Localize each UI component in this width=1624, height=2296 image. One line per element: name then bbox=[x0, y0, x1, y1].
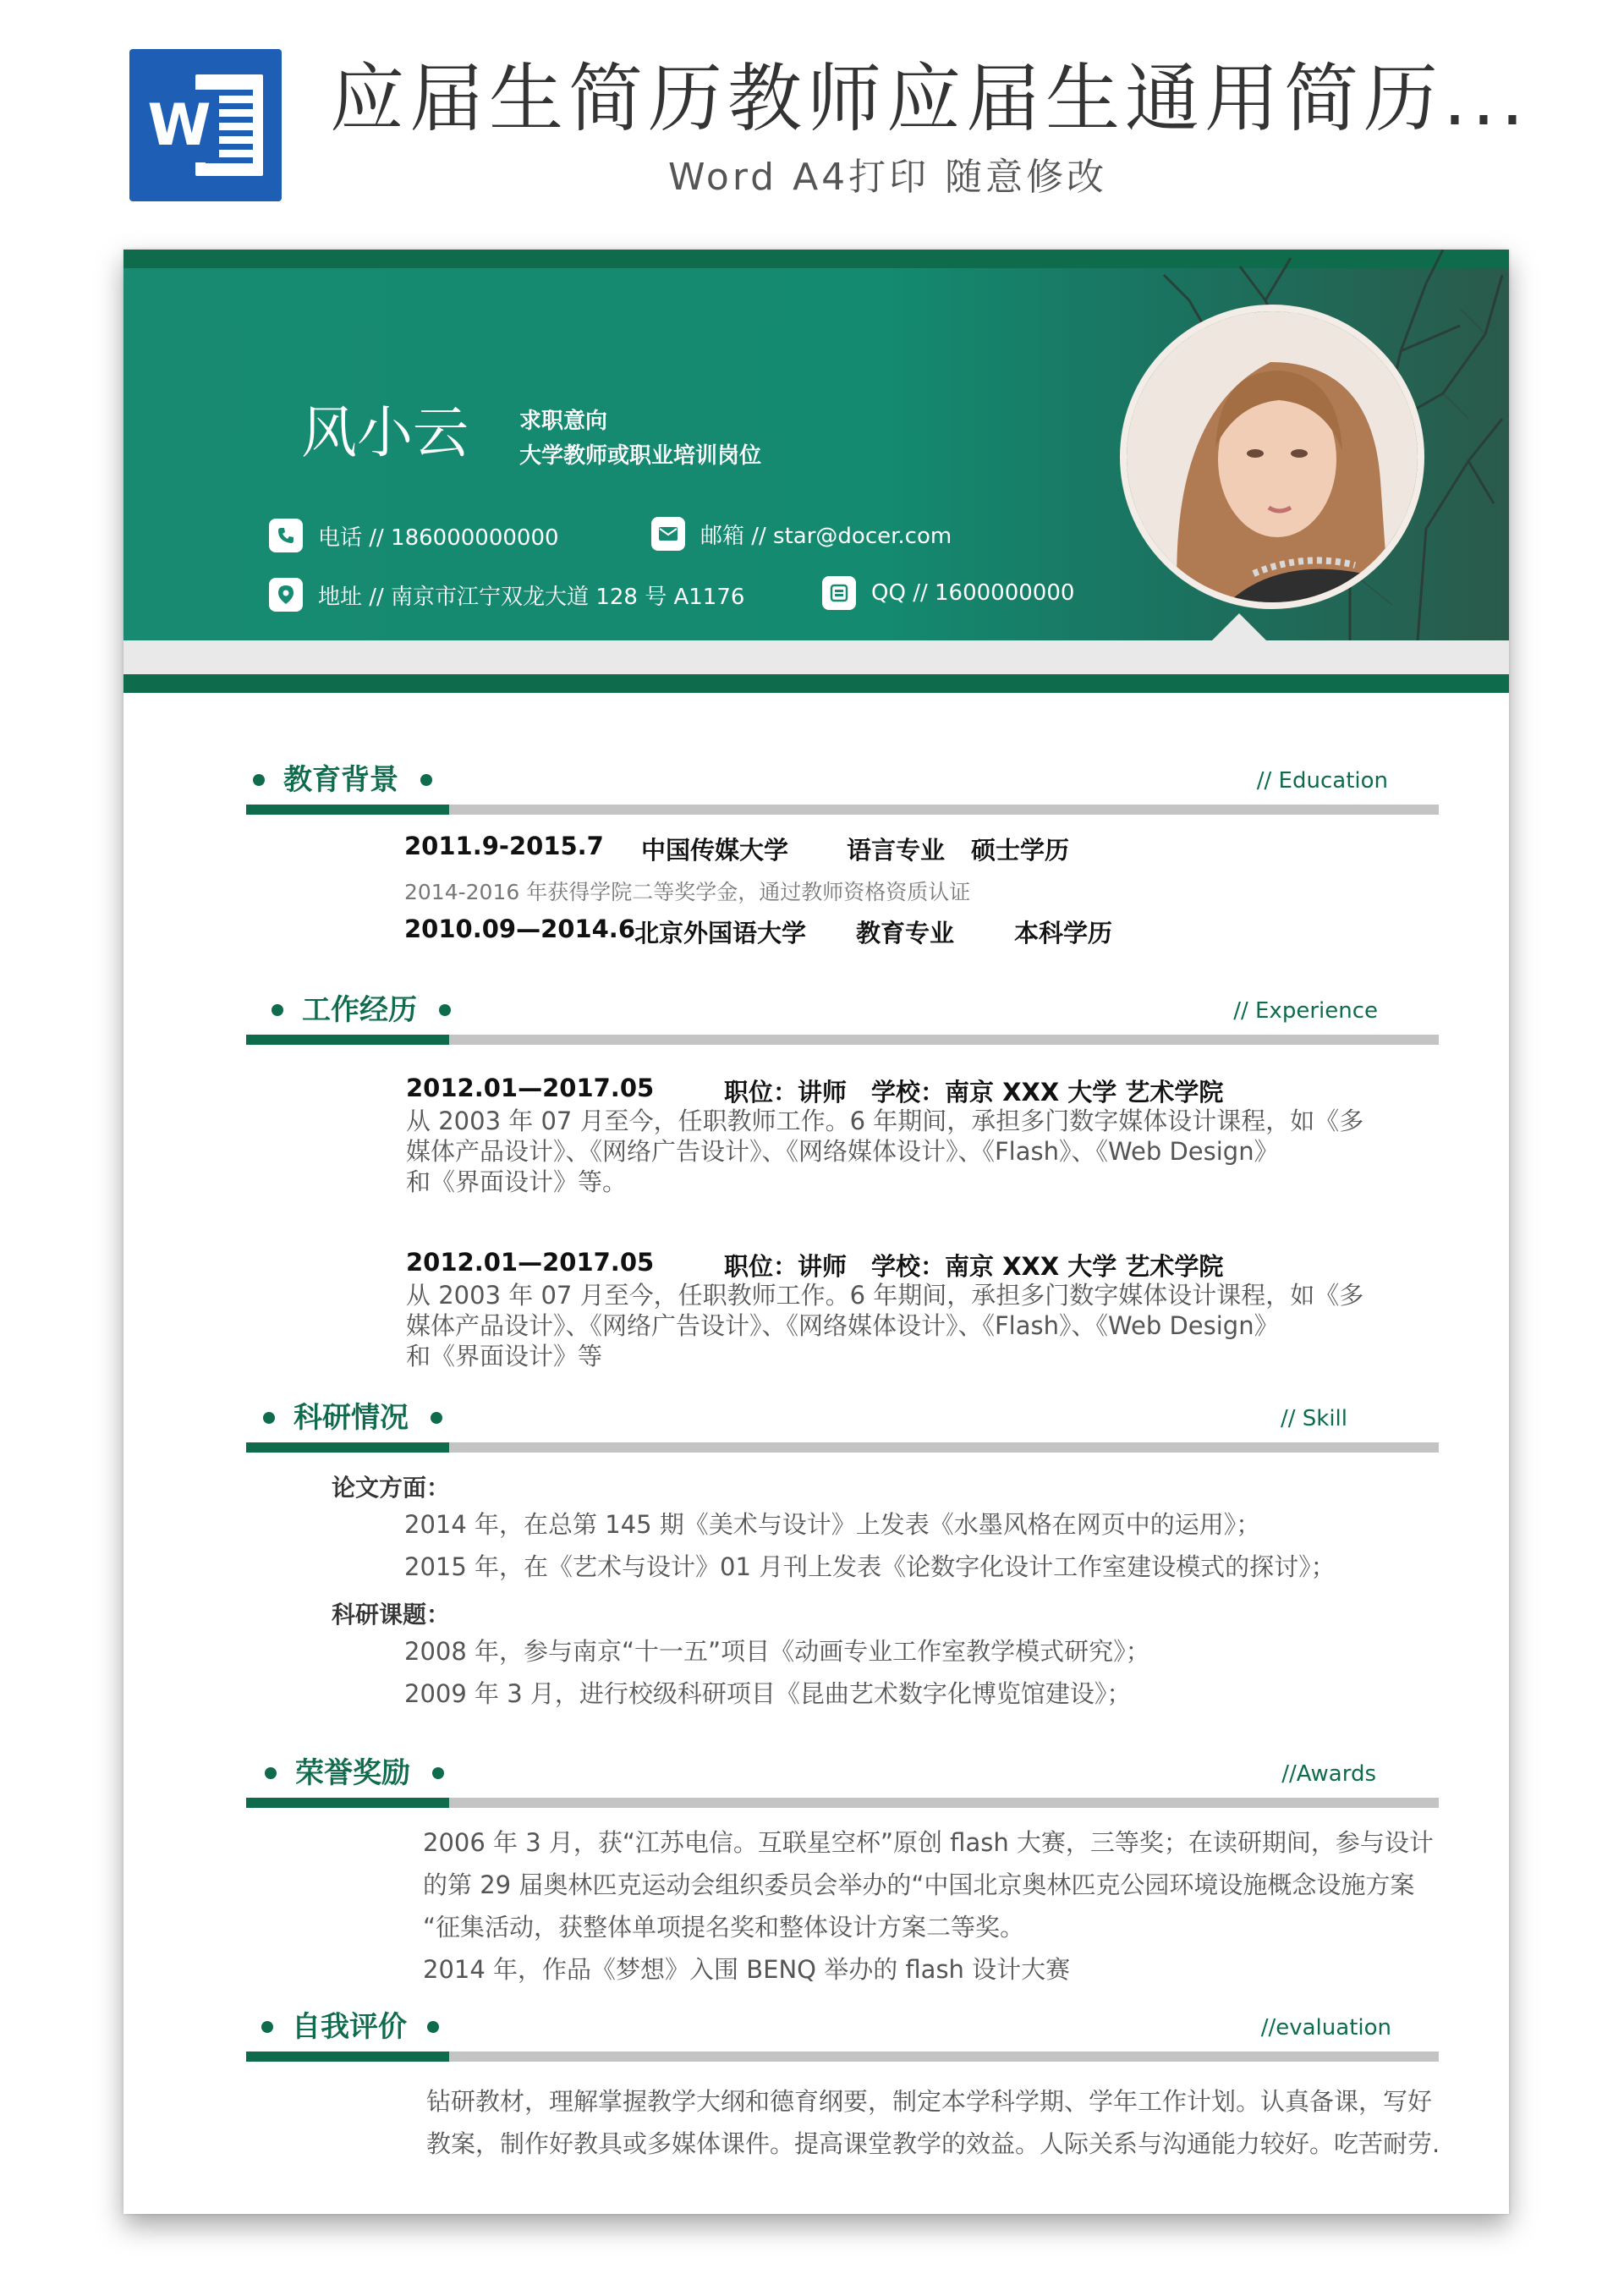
resume-header bbox=[123, 250, 1509, 640]
qq-icon bbox=[822, 576, 856, 610]
projects-label: 科研课题： bbox=[332, 1601, 451, 1629]
job-date: 2012.01—2017.05 bbox=[406, 1074, 655, 1102]
edu-date: 2011.9-2015.7 bbox=[404, 832, 604, 860]
bullet-dot bbox=[253, 774, 265, 786]
section-en-title: //Awards bbox=[1281, 1761, 1376, 1787]
edu-date: 2010.09—2014.6 bbox=[404, 915, 635, 943]
job-role: 职位：讲师 bbox=[724, 1252, 848, 1281]
location-pin-icon bbox=[269, 578, 303, 612]
email-icon bbox=[651, 517, 685, 551]
section-divider-accent bbox=[246, 1035, 449, 1045]
section-awards-header bbox=[246, 1749, 1439, 1808]
job-org: 学校：南京 XXX 大学 艺术学院 bbox=[871, 1252, 1224, 1281]
document-subtitle: Word A4打印 随意修改 bbox=[668, 156, 1108, 199]
job-description: 从 2003 年 07 月至今，任职教师工作。6 年期间，承担多门数字媒体设计课程，如《多 媒体产品设计》、《网络广告设计》、《网络媒体设计》、《Flash》、《Web Design》 和《界面设计》等。 bbox=[406, 1107, 1364, 1196]
email-contact bbox=[651, 515, 952, 552]
job-description: 从 2003 年 07 月至今，任职教师工作。6 年期间，承担多门数字媒体设计课程，如《多 媒体产品设计》、《网络广告设计》、《网络媒体设计》、《Flash》、《Web Design》 和《界面设计》等 bbox=[406, 1281, 1364, 1370]
bullet-dot bbox=[420, 774, 432, 786]
awards-text: 2006 年 3 月，获“江苏电信。互联星空杯”原创 flash 大赛，三等奖；在读研期间，参与设计 的第 29 届奥林匹克运动会组织委员会举办的“中国北京奥林匹克公园环境设施概念设施方案 “征集活动，获整体单项提名奖和整体设计方案二等奖。 2014 年，作品《梦想》入围 BENQ 举办的 flash 设计大赛 bbox=[423, 1828, 1434, 1984]
section-title: 工作经历 bbox=[302, 993, 417, 1027]
edu-major: 语言专业 bbox=[847, 836, 946, 865]
edu-note: 2014-2016 年获得学院二等奖学金，通过教师资格资质认证 bbox=[404, 880, 971, 904]
section-research-header bbox=[246, 1393, 1439, 1453]
section-education-header bbox=[246, 755, 1439, 815]
qq-text: QQ // 1600000000 bbox=[871, 580, 1075, 606]
edu-degree: 硕士学历 bbox=[971, 836, 1070, 865]
section-en-title: // Skill bbox=[1280, 1406, 1347, 1431]
word-logo-letter: W bbox=[140, 90, 219, 162]
section-en-title: // Experience bbox=[1233, 998, 1378, 1024]
section-title: 科研情况 bbox=[294, 1401, 409, 1435]
email-text: 邮箱 // star@docer.com bbox=[700, 523, 952, 549]
edu-school: 中国传媒大学 bbox=[641, 836, 789, 865]
section-evaluation-header bbox=[246, 2002, 1439, 2062]
section-en-title: //evaluation bbox=[1260, 2015, 1391, 2041]
phone-icon bbox=[269, 519, 303, 552]
address-text: 地址 // 南京市江宁双龙大道 128 号 A1176 bbox=[318, 584, 745, 610]
projects-list bbox=[404, 1630, 1150, 1715]
job-intent-label: 求职意向 bbox=[519, 409, 608, 434]
document-title: 应届生简历教师应届生通用简历... bbox=[330, 55, 1529, 142]
qq-contact bbox=[822, 574, 1074, 612]
list-item: 2014 年，在总第 145 期《美术与设计》上发表《水墨风格在网页中的运用》； bbox=[404, 1510, 1261, 1539]
section-title: 教育背景 bbox=[283, 763, 398, 797]
edu-degree: 本科学历 bbox=[1014, 919, 1113, 948]
list-item: 2009 年 3 月，进行校级科研项目《昆曲艺术数字化博览馆建设》； bbox=[404, 1679, 1132, 1708]
job-date: 2012.01—2017.05 bbox=[406, 1248, 655, 1277]
bullet-dot bbox=[263, 1412, 275, 1424]
bullet-dot bbox=[431, 1412, 442, 1424]
job-org: 学校：南京 XXX 大学 艺术学院 bbox=[871, 1078, 1224, 1107]
resume-page bbox=[123, 250, 1509, 2214]
papers-label: 论文方面： bbox=[332, 1474, 451, 1502]
bullet-dot bbox=[265, 1767, 277, 1779]
section-experience-header bbox=[246, 986, 1439, 1045]
list-item: 2015 年，在《艺术与设计》01 月刊上发表《论数字化设计工作室建设模式的探讨》； bbox=[404, 1552, 1336, 1581]
job-role: 职位：讲师 bbox=[724, 1078, 848, 1107]
candidate-name: 风小云 bbox=[301, 400, 469, 465]
section-title: 自我评价 bbox=[292, 2010, 407, 2044]
section-divider-accent bbox=[246, 1442, 449, 1453]
bullet-dot bbox=[439, 1004, 451, 1016]
section-divider-accent bbox=[246, 2052, 449, 2062]
bullet-dot bbox=[432, 1767, 444, 1779]
bullet-dot bbox=[272, 1004, 283, 1016]
header-bottom-band bbox=[123, 640, 1509, 674]
header-notch bbox=[1212, 613, 1266, 640]
profile-photo bbox=[1120, 305, 1424, 609]
header-green-band bbox=[123, 674, 1509, 693]
edu-major: 教育专业 bbox=[856, 919, 955, 948]
address-contact bbox=[269, 576, 744, 613]
phone-text: 电话 // 186000000000 bbox=[318, 525, 559, 551]
bullet-dot bbox=[427, 2021, 439, 2033]
edu-school: 北京外国语大学 bbox=[634, 919, 807, 948]
word-document-icon bbox=[129, 49, 282, 201]
bullet-dot bbox=[261, 2021, 273, 2033]
section-title: 荣誉奖励 bbox=[295, 1756, 410, 1790]
papers-list bbox=[404, 1503, 1336, 1588]
list-item: 2008 年，参与南京“十一五”项目《动画专业工作室教学模式研究》； bbox=[404, 1637, 1150, 1666]
job-intent-value: 大学教师或职业培训岗位 bbox=[519, 443, 762, 469]
section-en-title: // Education bbox=[1256, 768, 1388, 794]
evaluation-text: 钻研教材，理解掌握教学大纲和德育纲要，制定本学科学期、学年工作计划。认真备课，写好 教案，制作好教具或多媒体课件。提高课堂教学的效益。人际关系与沟通能力较好。吃苦耐劳. bbox=[426, 2087, 1440, 2158]
section-divider-accent bbox=[246, 1798, 449, 1808]
section-divider-accent bbox=[246, 805, 449, 815]
phone-contact bbox=[269, 517, 559, 554]
